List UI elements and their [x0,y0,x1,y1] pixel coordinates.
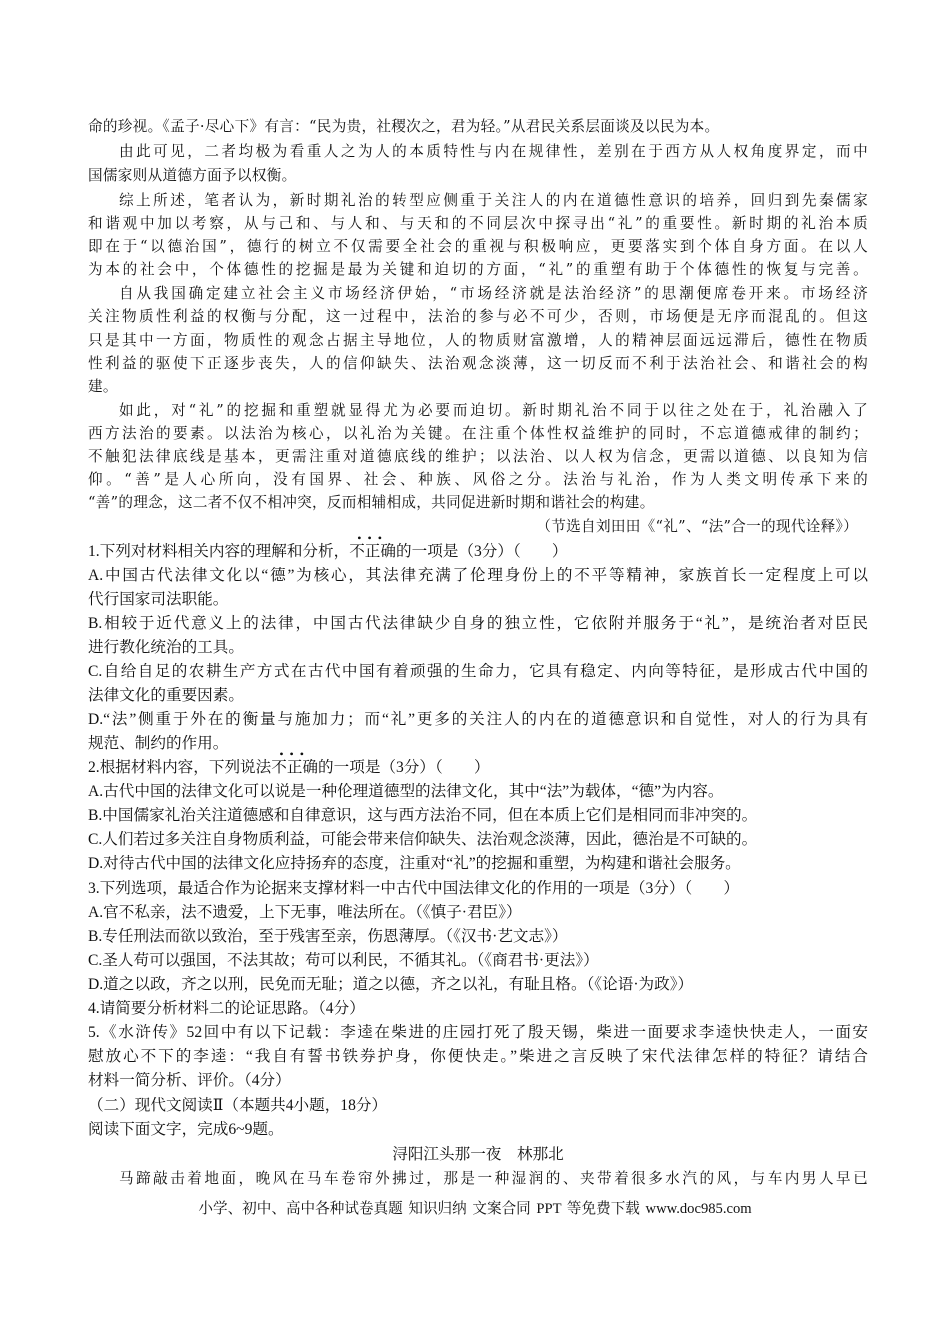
emphasized-word: 不正确 [271,759,319,776]
option-c: C.人们若过多关注自身物质利益，可能会带来信仰缺失、法治观念淡薄，因此，德治是不可缺的。 [88,831,758,848]
stem-text: 的一项是（3分）（ ） [318,759,490,776]
story-title: 浔阳江头那一夜 林那北 [392,1146,564,1163]
passage-line: 仰。“善”是人心所向，没有国界、社会、种族、风俗之分。法治与礼治，作为人类文明传承下来的 [88,471,868,488]
passage-line: 即在于“以德治国”，德行的树立不仅需要全社会的重视与积极响应，更要落实到个体自身方面。在以人 [88,238,868,255]
story-first-line: 马蹄敲击着地面，晚风在马车卷帘外拂过，那是一种湿润的、夹带着很多水汽的风，与车内男人早已 [119,1170,868,1187]
option-c: C.圣人苟可以强国，不法其故；苟可以利民，不循其礼。（《商君书·更法》） [88,952,599,969]
option-b: B.相较于近代意义上的法律，中国古代法律缺少自身的独立性，它依附并服务于“礼”，是统治者对臣民 [88,615,868,632]
option-a: A.中国古代法律文化以“德”为核心，其法律充满了伦理身份上的不平等精神，家族首长一定程度上可以 [88,567,868,584]
passage-line: 为本的社会中，个体德性的挖掘是最为关键和迫切的方面，“礼”的重塑有助于个体德性的恢复与完善。 [88,261,868,278]
stem-text: 2.根据材料内容，下列说法 [88,759,272,776]
question-5-cont: 材料一简分析、评价。（4分） [88,1072,291,1089]
option-b: B.中国儒家礼治关注道德感和自律意识，这与西方法治不同，但在本质上它们是相同而非冲突的。 [88,807,758,824]
passage-line: 只是其中一方面，物质性的观念占据主导地位，人的物质财富激增，人的精神层面远远滞后，德性在物质 [88,332,868,349]
stem-text: 1.下列对材料相关内容的理解和分析， [88,543,350,560]
passage-line: 综上所述，笔者认为，新时期礼治的转型应侧重于关注人的内在道德性意识的培养，回归到先秦儒家 [119,192,868,209]
passage-line: 国儒家则从道德方面予以权衡。 [88,167,297,184]
option-d-cont: 规范、制约的作用。 [88,735,229,752]
option-a-cont: 代行国家司法职能。 [88,591,229,608]
emphasis-dots: ••• [279,747,310,761]
option-d: D.“法”侧重于外在的衡量与施加力；而“礼”更多的关注人的内在的道德意识和自觉性，对人的行为具有 [88,711,868,728]
question-4: 4.请简要分析材料二的论证思路。（4分） [88,1000,365,1017]
emphasized-word: 不正确 [349,543,396,560]
passage-line: 建。 [88,378,118,395]
option-b-cont: 进行教化统治的工具。 [88,639,244,656]
section-heading: （二）现代文阅读Ⅱ（本题共4小题，18分） [88,1097,388,1114]
passage-line: “善”的理念，这二者不仅不相冲突，反而相辅相成，共同促进新时期和谐社会的构建。 [88,494,655,511]
question-5: 5.《水浒传》52回中有以下记载：李逵在柴进的庄园打死了殷天锡，柴进一面要求李逵快快走人，一面安 [88,1024,868,1041]
option-c-cont: 法律文化的重要因素。 [88,687,244,704]
passage-line: 关注物质性利益的权衡与分配，这一过程中，法治的参与必不可少，否则，市场便是无序而混乱的。但这 [88,308,868,325]
passage-line: 自从我国确定建立社会主义市场经济伊始，“市场经济就是法治经济”的思潮便席卷开来。市场经济 [119,285,868,302]
passage-line: 由此可见，二者均极为看重人之为人的本质特性与内在规律性，差别在于西方从人权角度界定，而中 [119,143,868,160]
option-d: D.道之以政，齐之以刑，民免而无耻；道之以德，齐之以礼，有耻且格。（《论语·为政》） [88,976,694,993]
passage-line: 西方法治的要素。以法治为核心，以礼治为关键。在注重个体性权益维护的同时，不忘道德戒律的制约； [88,425,868,442]
option-a: A.官不私亲，法不遗爱，上下无事，唯法所在。（《慎子·君臣》） [88,904,522,921]
emphasized-text [271,747,319,776]
option-a: A.古代中国的法律文化可以说是一种伦理道德型的法律文化，其中“法”为载体，“德”为内容。 [88,783,724,800]
passage-line: 如此，对“礼”的挖掘和重塑就显得尤为必要而迫切。新时期礼治不同于以往之处在于，礼治融入了 [119,402,868,419]
passage-line: 命的珍视。《孟子·尽心下》有言：“民为贵，社稷次之，君为轻。”从君民关系层面谈及以民为本。 [88,118,720,135]
stem-text: 的一项是（3分）（ ） [396,543,568,560]
page-footer: 小学、初中、高中各种试卷真题 知识归纳 文案合同 PPT 等免费下载 www.doc985.com [198,1201,752,1217]
option-b: B.专任刑法而欲以致治，至于残害至亲，伤恩薄厚。（《汉书·艺文志》） [88,928,568,945]
option-c: C.自给自足的农耕生产方式在古代中国有着顽强的生命力，它具有稳定、内向等特征，是形成古代中国的 [88,663,868,680]
option-d: D.对待古代中国的法律文化应持扬弃的态度，注重对“礼”的挖掘和重塑，为构建和谐社会服务。 [88,855,741,872]
question-2-stem [88,747,868,779]
question-5-cont: 慰放心不下的李逵：“我自有誓书铁券护身，你便快走。”柴进之言反映了宋代法律怎样的特征？请结合 [88,1048,868,1065]
emphasis-dots: ••• [357,531,388,545]
emphasized-text [349,531,396,560]
passage-line: 不触犯法律底线是基本，更需注重对道德底线的维护；以法治、以人权为信念，更需以道德、以良知为信 [88,448,868,465]
section-instruction: 阅读下面文字，完成6~9题。 [88,1121,284,1138]
passage-source: （节选自刘田田《“礼”、“法”合一的现代诠释》） [536,518,858,535]
question-1-stem [88,531,868,563]
passage-line: 和谐观中加以考察，从与己和、与人和、与天和的不同层次中探寻出“礼”的重要性。新时期的礼治本质 [88,215,868,232]
passage-line: 性利益的驱使下正逐步丧失，人的信仰缺失、法治观念淡薄，这一切反而不利于法治社会、和谐社会的构 [88,355,868,372]
question-3-stem: 3.下列选项，最适合作为论据来支撑材料一中古代中国法律文化的作用的一项是（3分）（ ） [88,880,740,897]
